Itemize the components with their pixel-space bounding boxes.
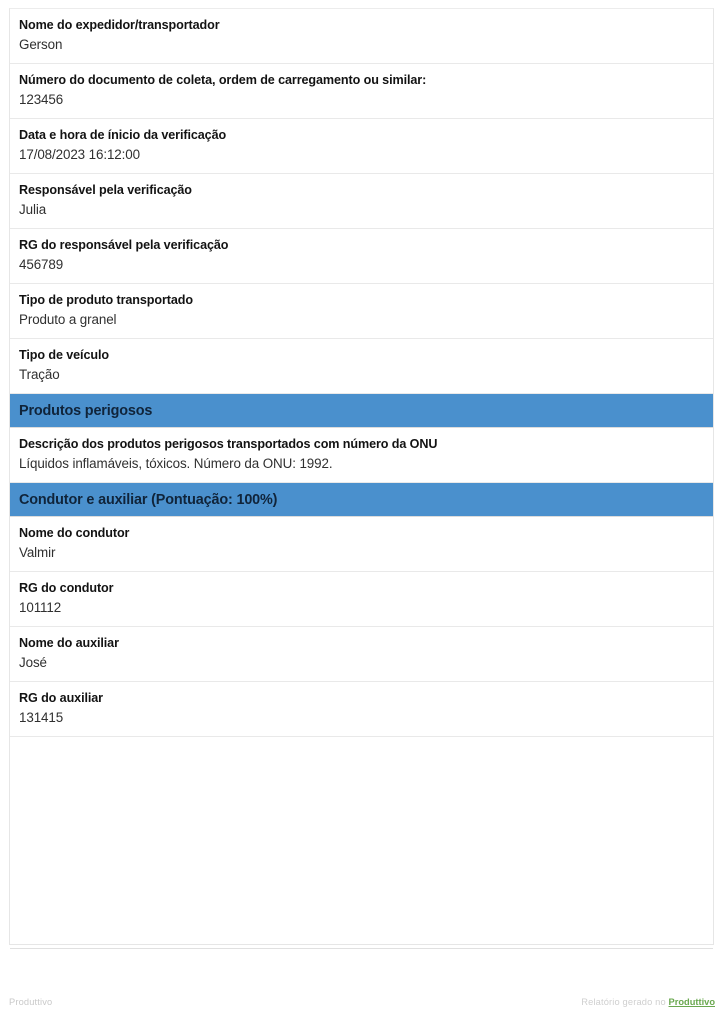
data-hora-inicio-verificacao-value: 17/08/2023 16:12:00	[19, 147, 140, 162]
nome-do-condutor-label: Nome do condutor	[19, 526, 130, 540]
field-row	[10, 517, 713, 572]
report-blocks	[10, 9, 713, 737]
field-row	[10, 428, 713, 483]
tipo-produto-transportado-label: Tipo de produto transportado	[19, 293, 193, 307]
rg-do-auxiliar-label: RG do auxiliar	[19, 691, 103, 705]
nome-expedidor-transportador-label: Nome do expedidor/transportador	[19, 18, 220, 32]
field-row	[10, 339, 713, 394]
field-row	[10, 682, 713, 737]
descricao-produtos-perigosos-label: Descrição dos produtos perigosos transportados com número da ONU	[19, 437, 438, 451]
field-row	[10, 64, 713, 119]
rg-do-auxiliar-value: 131415	[19, 710, 64, 725]
numero-documento-coleta-label: Número do documento de coleta, ordem de carregamento ou similar:	[19, 73, 427, 87]
field-row	[10, 572, 713, 627]
descricao-produtos-perigosos-value: Líquidos inflamáveis, tóxicos. Número da ONU: 1992.	[19, 456, 333, 471]
field-row	[10, 627, 713, 682]
rg-responsavel-verificacao-label: RG do responsável pela verificação	[19, 238, 229, 252]
responsavel-pela-verificacao-value: Julia	[19, 202, 47, 217]
numero-documento-coleta-value: 123456	[19, 92, 64, 107]
tipo-de-veiculo-label: Tipo de veículo	[19, 348, 109, 362]
report-table	[9, 8, 714, 945]
field-row	[10, 174, 713, 229]
nome-do-condutor-value: Valmir	[19, 545, 56, 560]
footer-generated-prefix: Relatório gerado no	[581, 997, 669, 1007]
field-row	[10, 284, 713, 339]
footer-produttivo-link[interactable]: Produttivo	[668, 997, 715, 1007]
rg-do-condutor-label: RG do condutor	[19, 581, 114, 595]
empty-space-filler	[10, 737, 713, 944]
tipo-produto-transportado-value: Produto a granel	[19, 312, 117, 327]
rg-do-condutor-value: 101112	[19, 600, 62, 615]
field-row	[10, 229, 713, 284]
report-rows	[10, 9, 713, 944]
field-row	[10, 9, 713, 64]
section-produtos-perigosos: Produtos perigosos	[10, 394, 713, 428]
footer-brand: Produttivo	[9, 997, 53, 1007]
data-hora-inicio-verificacao-label: Data e hora de ínicio da verificação	[19, 128, 227, 142]
nome-do-auxiliar-label: Nome do auxiliar	[19, 636, 119, 650]
tipo-de-veiculo-value: Tração	[19, 367, 60, 382]
nome-do-auxiliar-value: José	[19, 655, 47, 670]
section-condutor-auxiliar: Condutor e auxiliar (Pontuação: 100%)	[10, 483, 713, 517]
responsavel-pela-verificacao-label: Responsável pela verificação	[19, 183, 192, 197]
nome-expedidor-transportador-value: Gerson	[19, 37, 63, 52]
page-footer	[9, 996, 715, 1009]
footer-generated-note	[581, 996, 715, 1009]
field-row	[10, 119, 713, 174]
footer-divider	[10, 948, 713, 949]
rg-responsavel-verificacao-value: 456789	[19, 257, 64, 272]
